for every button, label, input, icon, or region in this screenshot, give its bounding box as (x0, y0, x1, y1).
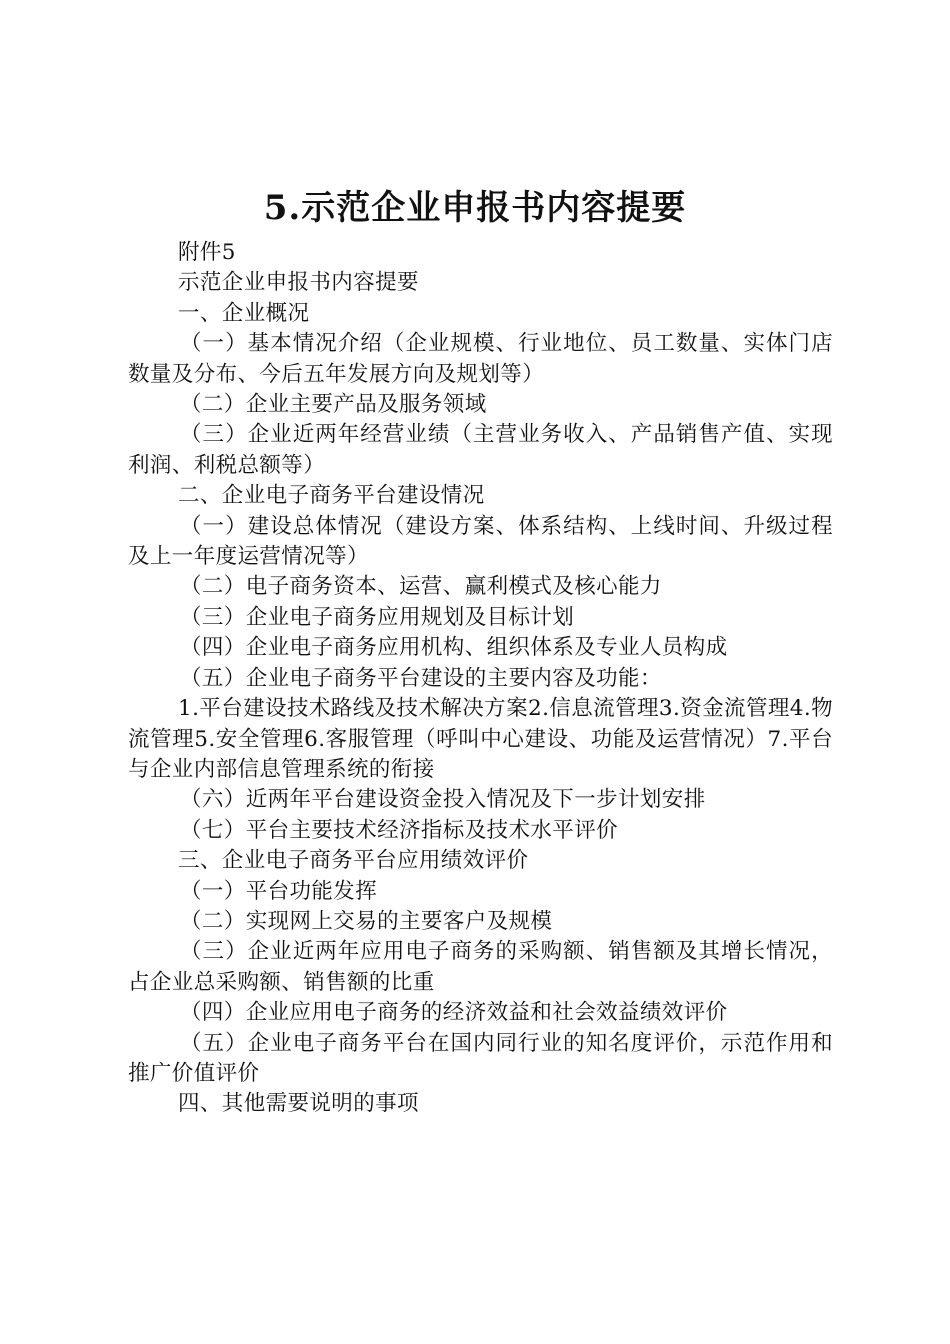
paragraph: （一）基本情况介绍（企业规模、行业地位、员工数量、实体门店数量及分布、今后五年发展方向及规划等） (128, 331, 833, 387)
document-title: 5.示范企业申报书内容提要 (263, 188, 687, 228)
paragraph-numbered-list: 1.平台建设技术路线及技术解决方案2.信息流管理3.资金流管理4.物流管理5.安全管理6.客服管理（呼叫中心建设、功能及运营情况）7.平台与企业内部信息管理系统的衔接 (128, 696, 833, 782)
section-heading-3: 三、企业电子商务平台应用绩效评价 (178, 848, 529, 874)
paragraph: （五）企业电子商务平台在国内同行业的知名度评价，示范作用和推广价值评价 (128, 1030, 833, 1086)
paragraph: （三）企业近两年应用电子商务的采购额、销售额及其增长情况，占企业总采购额、销售额的比重 (128, 939, 833, 995)
paragraph: （五）企业电子商务平台建设的主要内容及功能： (180, 665, 662, 691)
paragraph: （二）电子商务资本、运营、赢利模式及核心能力 (180, 574, 662, 600)
paragraph-subtitle: 示范企业申报书内容提要 (178, 270, 419, 296)
paragraph: （三）企业电子商务应用规划及目标计划 (180, 604, 575, 630)
paragraph: （三）企业近两年经营业绩（主营业务收入、产品销售产值、实现利润、利税总额等） (128, 422, 833, 478)
document-body (128, 238, 833, 1120)
paragraph: （七）平台主要技术经济指标及技术水平评价 (180, 817, 619, 843)
paragraph: （一）建设总体情况（建设方案、体系结构、上线时间、升级过程及上一年度运营情况等） (128, 513, 833, 570)
section-heading-4: 四、其他需要说明的事项 (178, 1091, 419, 1117)
paragraph: （二）实现网上交易的主要客户及规模 (180, 908, 553, 934)
section-heading-2: 二、企业电子商务平台建设情况 (178, 483, 485, 509)
paragraph: （四）企业应用电子商务的经济效益和社会效益绩效评价 (180, 1000, 728, 1026)
section-heading-1: 一、企业概况 (178, 300, 310, 326)
paragraph: （六）近两年平台建设资金投入情况及下一步计划安排 (180, 787, 706, 813)
paragraph: （四）企业电子商务应用机构、组织体系及专业人员构成 (180, 635, 728, 661)
paragraph: （二）企业主要产品及服务领域 (180, 392, 487, 418)
paragraph-attachment-label: 附件5 (178, 240, 236, 265)
paragraph: （一）平台功能发挥 (180, 878, 378, 904)
